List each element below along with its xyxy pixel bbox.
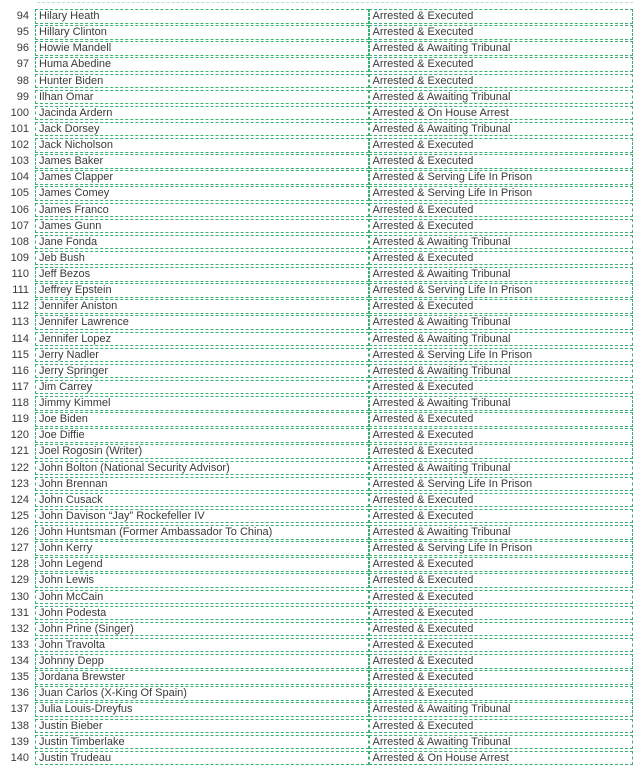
table-row xyxy=(0,251,643,267)
status-cell[interactable]: Arrested & Serving Life In Prison xyxy=(369,541,634,556)
row-number-cell[interactable]: 129 xyxy=(10,574,29,587)
table-row xyxy=(0,283,643,299)
status-cell[interactable]: Arrested & Serving Life In Prison xyxy=(369,283,634,298)
table-row xyxy=(0,90,643,106)
name-cell[interactable]: Joel Rogosin (Writer) xyxy=(35,444,369,459)
status-cell[interactable]: Arrested & Executed xyxy=(369,74,634,89)
name-cell[interactable]: John Davison “Jay” Rockefeller IV xyxy=(35,509,369,524)
name-cell[interactable]: Justin Bieber xyxy=(35,719,369,734)
row-number-cell[interactable]: 122 xyxy=(10,461,29,474)
row-number-cell[interactable]: 106 xyxy=(10,203,29,216)
status-cell[interactable]: Arrested & Executed xyxy=(369,686,634,701)
name-cell[interactable]: Jacinda Ardern xyxy=(35,106,369,121)
name-cell[interactable]: Jordana Brewster xyxy=(35,670,369,685)
name-cell[interactable]: Ilhan Omar xyxy=(35,90,369,105)
row-number-cell[interactable]: 112 xyxy=(11,300,29,313)
name-cell[interactable]: Jennifer Lawrence xyxy=(35,315,369,330)
status-cell[interactable]: Arrested & Serving Life In Prison xyxy=(369,477,634,492)
status-cell[interactable]: Arrested & Executed xyxy=(369,138,634,153)
row-number-cell[interactable]: 113 xyxy=(11,316,29,329)
table-row xyxy=(0,106,643,122)
status-cell[interactable]: Arrested & Awaiting Tribunal xyxy=(369,461,634,476)
row-number-cell[interactable]: 94 xyxy=(16,10,29,22)
status-cell[interactable]: Arrested & Awaiting Tribunal xyxy=(369,90,634,105)
table-row xyxy=(0,122,643,138)
row-number-cell[interactable]: 138 xyxy=(10,719,29,732)
row-number-cell[interactable]: 95 xyxy=(16,26,29,39)
table-row xyxy=(0,654,643,670)
table-row xyxy=(0,57,643,73)
table-row xyxy=(0,235,643,251)
status-cell[interactable]: Arrested & Executed xyxy=(369,25,634,40)
row-number-cell[interactable]: 130 xyxy=(10,590,29,603)
table-row xyxy=(0,686,643,702)
row-number-cell[interactable]: 132 xyxy=(10,622,29,635)
name-cell[interactable]: Hillary Clinton xyxy=(35,25,369,40)
name-cell[interactable]: Jennifer Lopez xyxy=(35,332,369,347)
status-cell[interactable]: Arrested & Awaiting Tribunal xyxy=(369,735,634,750)
status-cell[interactable]: Arrested & Executed xyxy=(369,622,634,637)
row-number-cell[interactable]: 133 xyxy=(10,638,29,651)
table-row xyxy=(0,219,643,235)
table-row xyxy=(0,267,643,283)
row-number-cell[interactable]: 123 xyxy=(10,477,29,490)
table-row xyxy=(0,702,643,718)
row-number-cell[interactable]: 139 xyxy=(10,735,29,748)
row-number-cell[interactable]: 102 xyxy=(10,139,29,151)
status-cell[interactable]: Arrested & Executed xyxy=(369,380,634,395)
previous-row-partial-border xyxy=(37,2,633,3)
status-cell[interactable]: Arrested & Awaiting Tribunal xyxy=(369,525,634,540)
table-row xyxy=(0,638,643,654)
table-row xyxy=(0,735,643,751)
table-row xyxy=(0,573,643,589)
row-number-cell[interactable]: 98 xyxy=(16,74,29,87)
row-number-cell[interactable]: 117 xyxy=(11,380,29,393)
table-row xyxy=(0,751,643,767)
name-cell[interactable]: Jeb Bush xyxy=(35,251,369,266)
table-row xyxy=(0,396,643,412)
row-number-cell[interactable]: 140 xyxy=(10,751,29,764)
table-row xyxy=(0,428,643,444)
status-cell[interactable]: Arrested & Awaiting Tribunal xyxy=(369,41,634,56)
table-row xyxy=(0,606,643,622)
status-cell[interactable]: Arrested & Executed xyxy=(369,299,634,314)
status-cell[interactable]: Arrested & Executed xyxy=(369,557,634,572)
name-cell[interactable]: John Lewis xyxy=(35,573,369,588)
table-rows-container xyxy=(0,9,643,767)
table-row xyxy=(0,9,643,25)
status-cell[interactable]: Arrested & On House Arrest xyxy=(369,751,634,766)
table-row xyxy=(0,25,643,41)
row-number-cell[interactable]: 99 xyxy=(16,90,29,103)
status-cell[interactable]: Arrested & Awaiting Tribunal xyxy=(369,396,634,411)
status-cell[interactable]: Arrested & Executed xyxy=(369,509,634,524)
status-cell[interactable]: Arrested & Awaiting Tribunal xyxy=(369,267,634,282)
status-cell[interactable]: Arrested & Executed xyxy=(369,573,634,588)
row-number-cell[interactable]: 137 xyxy=(10,703,29,716)
status-cell[interactable]: Arrested & Awaiting Tribunal xyxy=(369,332,634,347)
name-cell[interactable]: Huma Abedine xyxy=(35,57,369,72)
name-cell[interactable]: John Legend xyxy=(35,557,369,572)
table-row xyxy=(0,315,643,331)
table-row xyxy=(0,719,643,735)
table-row xyxy=(0,557,643,573)
row-number-cell[interactable]: 116 xyxy=(11,364,29,377)
status-cell[interactable]: Arrested & Executed xyxy=(369,219,634,234)
row-number-cell[interactable]: 124 xyxy=(10,493,29,506)
row-number-cell[interactable]: 131 xyxy=(10,606,29,619)
status-cell[interactable]: Arrested & Awaiting Tribunal xyxy=(369,235,634,250)
row-number-cell[interactable]: 97 xyxy=(16,58,29,71)
status-cell[interactable]: Arrested & Executed xyxy=(369,412,634,427)
name-cell[interactable]: John Bolton (National Security Advisor) xyxy=(35,461,369,476)
row-number-cell[interactable]: 100 xyxy=(10,106,29,119)
row-number-cell[interactable]: 120 xyxy=(10,429,29,442)
name-cell[interactable]: John Brennan xyxy=(35,477,369,492)
name-cell[interactable]: Justin Timberlake xyxy=(35,735,369,750)
status-cell[interactable]: Arrested & Executed xyxy=(369,9,634,24)
name-cell[interactable]: Jimmy Kimmel xyxy=(35,396,369,411)
name-cell[interactable]: James Gunn xyxy=(35,219,369,234)
name-cell[interactable]: Hunter Biden xyxy=(35,74,369,89)
row-number-cell[interactable]: 125 xyxy=(10,509,29,522)
status-cell[interactable]: Arrested & Awaiting Tribunal xyxy=(369,122,634,137)
name-cell[interactable]: Joe Biden xyxy=(35,412,369,427)
table-row xyxy=(0,138,643,154)
table-row xyxy=(0,299,643,315)
row-number-cell[interactable]: 135 xyxy=(10,671,29,684)
row-number-cell[interactable]: 126 xyxy=(10,526,29,538)
status-cell[interactable]: Arrested & Executed xyxy=(369,654,634,669)
row-number-cell[interactable]: 114 xyxy=(11,332,29,345)
status-cell[interactable]: Arrested & Executed xyxy=(369,719,634,734)
name-cell[interactable]: James Clapper xyxy=(35,170,369,185)
table-row xyxy=(0,541,643,557)
row-number-cell[interactable]: 134 xyxy=(10,655,29,667)
row-number-cell[interactable]: 108 xyxy=(10,235,29,248)
name-cell[interactable]: John Kerry xyxy=(35,541,369,556)
table-row xyxy=(0,41,643,57)
name-cell[interactable]: Joe Diffie xyxy=(35,428,369,443)
name-cell[interactable]: Jane Fonda xyxy=(35,235,369,250)
name-cell[interactable]: Jennifer Aniston xyxy=(35,299,369,314)
name-cell[interactable]: John Travolta xyxy=(35,638,369,653)
name-cell[interactable]: John Cusack xyxy=(35,493,369,508)
status-cell[interactable]: Arrested & Awaiting Tribunal xyxy=(369,315,634,330)
status-cell[interactable]: Arrested & Executed xyxy=(369,154,634,169)
table-row xyxy=(0,154,643,170)
table-row xyxy=(0,461,643,477)
table-row xyxy=(0,380,643,396)
name-cell[interactable]: Jeffrey Epstein xyxy=(35,283,369,298)
row-number-cell[interactable]: 136 xyxy=(10,687,29,700)
row-number-cell[interactable]: 121 xyxy=(10,445,29,458)
table-row xyxy=(0,509,643,525)
table-row xyxy=(0,332,643,348)
name-cell[interactable]: Jim Carrey xyxy=(35,380,369,395)
row-number-cell[interactable]: 118 xyxy=(11,397,29,409)
status-cell[interactable]: Arrested & On House Arrest xyxy=(369,106,634,121)
table-row xyxy=(0,203,643,219)
row-number-cell[interactable]: 111 xyxy=(12,284,29,297)
status-cell[interactable]: Arrested & Awaiting Tribunal xyxy=(369,702,634,717)
table-row xyxy=(0,170,643,186)
name-cell[interactable]: Hilary Heath xyxy=(35,9,369,24)
name-cell[interactable]: Juan Carlos (X-King Of Spain) xyxy=(35,686,369,701)
status-cell[interactable]: Arrested & Executed xyxy=(369,493,634,508)
name-cell[interactable]: Justin Trudeau xyxy=(35,751,369,766)
row-number-cell[interactable]: 127 xyxy=(10,542,29,555)
name-cell[interactable]: James Franco xyxy=(35,203,369,218)
status-cell[interactable]: Arrested & Serving Life In Prison xyxy=(369,348,634,363)
name-cell[interactable]: Jeff Bezos xyxy=(35,267,369,282)
name-cell[interactable]: Jack Dorsey xyxy=(35,122,369,137)
status-cell[interactable]: Arrested & Executed xyxy=(369,590,634,605)
name-cell[interactable]: Howie Mandell xyxy=(35,41,369,56)
row-number-cell[interactable]: 101 xyxy=(10,122,29,135)
row-number-cell[interactable]: 119 xyxy=(11,413,29,426)
row-number-cell[interactable]: 105 xyxy=(10,187,29,200)
row-number-cell[interactable]: 96 xyxy=(16,42,29,55)
name-cell[interactable]: Julia Louis-Dreyfus xyxy=(35,702,369,717)
row-number-cell[interactable]: 115 xyxy=(11,348,29,361)
row-number-cell[interactable]: 107 xyxy=(10,219,29,232)
status-cell[interactable]: Arrested & Executed xyxy=(369,444,634,459)
table-row xyxy=(0,444,643,460)
name-cell[interactable]: John Podesta xyxy=(35,606,369,621)
status-cell[interactable]: Arrested & Executed xyxy=(369,638,634,653)
status-cell[interactable]: Arrested & Executed xyxy=(369,606,634,621)
table-row xyxy=(0,412,643,428)
row-number-cell[interactable]: 104 xyxy=(10,171,29,184)
status-cell[interactable]: Arrested & Serving Life In Prison xyxy=(369,170,634,185)
table-row xyxy=(0,493,643,509)
name-cell[interactable]: James Comey xyxy=(35,186,369,201)
row-number-cell[interactable]: 109 xyxy=(10,251,29,264)
table-row xyxy=(0,525,643,541)
status-cell[interactable]: Arrested & Executed xyxy=(369,57,634,72)
name-cell[interactable]: Jerry Nadler xyxy=(35,348,369,363)
status-cell[interactable]: Arrested & Executed xyxy=(369,428,634,443)
table-row xyxy=(0,670,643,686)
status-cell[interactable]: Arrested & Executed xyxy=(369,251,634,266)
table-row xyxy=(0,186,643,202)
table-row xyxy=(0,74,643,90)
table-row xyxy=(0,348,643,364)
name-cell[interactable]: John McCain xyxy=(35,590,369,605)
row-number-cell[interactable]: 110 xyxy=(11,268,29,280)
name-cell[interactable]: John Huntsman (Former Ambassador To China) xyxy=(35,525,369,540)
table-row xyxy=(0,622,643,638)
status-cell[interactable]: Arrested & Serving Life In Prison xyxy=(369,186,634,201)
row-number-cell[interactable]: 128 xyxy=(10,558,29,571)
table-row xyxy=(0,364,643,380)
name-cell[interactable]: Jack Nicholson xyxy=(35,138,369,153)
status-cell[interactable]: Arrested & Awaiting Tribunal xyxy=(369,364,634,379)
table-row xyxy=(0,477,643,493)
name-cell[interactable]: Johnny Depp xyxy=(35,654,369,669)
status-cell[interactable]: Arrested & Executed xyxy=(369,203,634,218)
name-cell[interactable]: John Prine (Singer) xyxy=(35,622,369,637)
status-cell[interactable]: Arrested & Executed xyxy=(369,670,634,685)
row-number-cell[interactable]: 103 xyxy=(10,155,29,168)
name-cell[interactable]: Jerry Springer xyxy=(35,364,369,379)
table-row xyxy=(0,590,643,606)
name-cell[interactable]: James Baker xyxy=(35,154,369,169)
